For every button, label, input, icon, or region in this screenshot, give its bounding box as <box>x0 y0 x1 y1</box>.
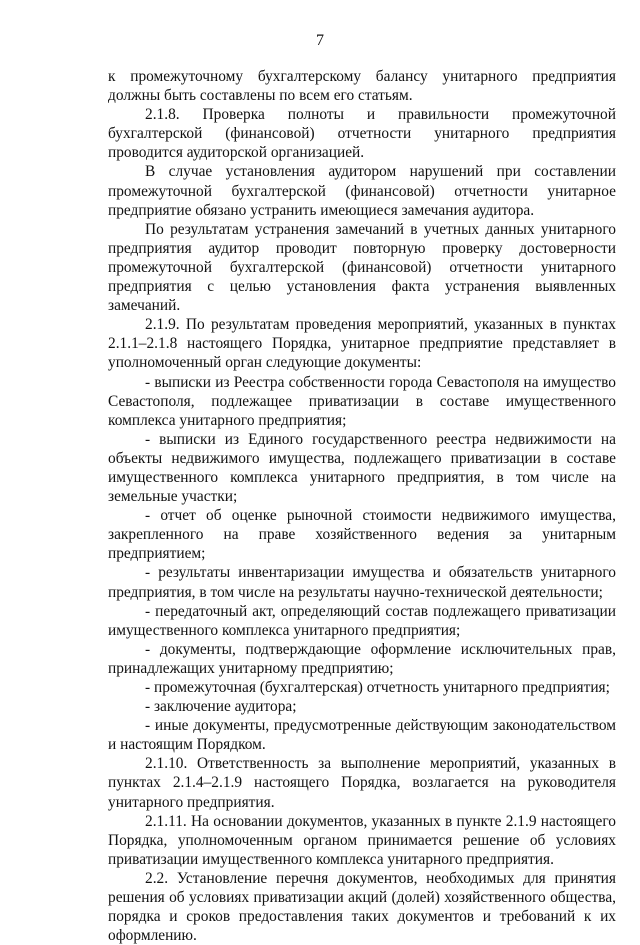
list-item: - документы, подтверждающие оформление исключительных прав, принадлежащих унитарному предприятию; <box>108 640 616 677</box>
list-item: - выписки из Единого государственного реестра недвижимости на объекты недвижимого имущества, подлежащего приватизации в составе имущественного комплекса унитарного предприятия, в том числе на земельные участки; <box>108 430 616 506</box>
paragraph: 2.1.9. По результатам проведения мероприятий, указанных в пунктах 2.1.1–2.1.8 настоящего Порядка, унитарное предприятие представляет в уполномоченный орган следующие документы: <box>108 316 616 372</box>
document-body <box>108 67 616 945</box>
paragraph: 2.1.8. Проверка полноты и правильности промежуточной бухгалтерской (финансовой) отчетности унитарного предприятия проводится аудиторской организацией. <box>108 106 616 162</box>
list-item: - передаточный акт, определяющий состав подлежащего приватизации имущественного комплекса унитарного предприятия; <box>108 602 616 639</box>
page-number: 7 <box>316 32 324 49</box>
paragraph: По результатам устранения замечаний в учетных данных унитарного предприятия аудитор проводит повторную проверку достоверности промежуточной бухгалтерской (финансовой) отчетности унитарного предприятия с целью установления факта устранения выявленных замечаний. <box>108 220 616 315</box>
list-item: - результаты инвентаризации имущества и обязательств унитарного предприятия, в том числе на результаты научно-технической деятельности; <box>108 564 616 601</box>
list-item: - иные документы, предусмотренные действующим законодательством и настоящим Порядком. <box>108 717 616 754</box>
paragraph: В случае установления аудитором нарушений при составлении промежуточной бухгалтерской (финансовой) отчетности унитарное предприятие обязано устранить имеющиеся замечания аудитора. <box>108 163 616 219</box>
list-item: - промежуточная (бухгалтерская) отчетность унитарного предприятия; <box>145 679 610 696</box>
list-item: - заключение аудитора; <box>145 698 297 716</box>
list-item: - выписки из Реестра собственности города Севастополя на имущество Севастополя, подлежащее приватизации в составе имущественного комплекса унитарного предприятия; <box>108 373 616 429</box>
paragraph: 2.2. Установление перечня документов, необходимых для принятия решения об условиях приватизации акций (долей) хозяйственного общества, порядка и сроков предоставления таких документов и требований к их оформлению. <box>108 869 616 945</box>
paragraph: 2.1.10. Ответственность за выполнение мероприятий, указанных в пунктах 2.1.4–2.1.9 настоящего Порядка, возлагается на руководителя унитарного предприятия. <box>108 755 616 811</box>
paragraph: 2.1.11. На основании документов, указанных в пункте 2.1.9 настоящего Порядка, уполномоченным органом принимается решение об условиях приватизации имущественного комплекса унитарного предприятия. <box>108 812 616 868</box>
paragraph: к промежуточному бухгалтерскому балансу унитарного предприятия должны быть составлены по всем его статьям. <box>108 68 616 105</box>
list-item: - отчет об оценке рыночной стоимости недвижимого имущества, закрепленного на праве хозяйственного ведения за унитарным предприятием; <box>108 507 616 563</box>
